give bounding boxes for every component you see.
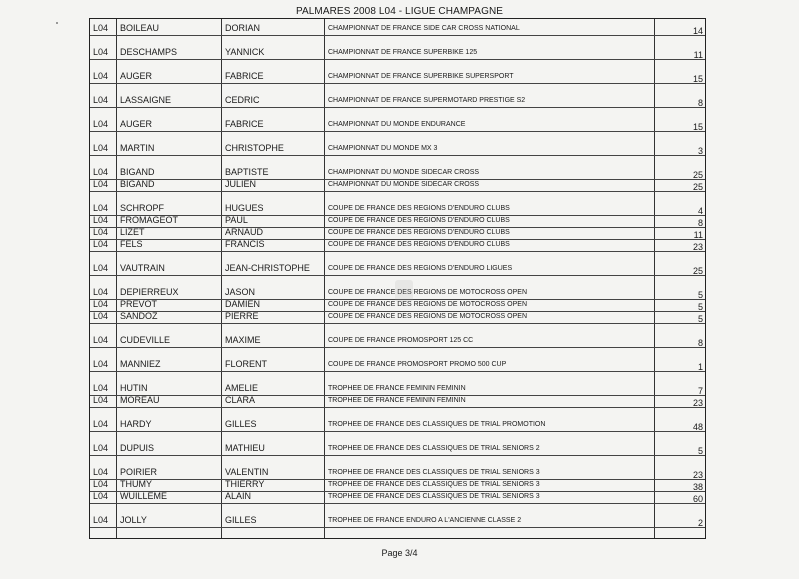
- ligue-cell: L04: [93, 467, 109, 477]
- nom-cell: MARTIN: [120, 143, 155, 153]
- place-cell: 23: [692, 242, 703, 252]
- table-row: [90, 95, 705, 106]
- place-cell: 5: [697, 446, 703, 456]
- row-divider: [90, 227, 705, 228]
- table-row: [90, 239, 705, 250]
- ligue-cell: L04: [93, 203, 109, 213]
- ligue-cell: L04: [93, 143, 109, 153]
- table-row: [90, 203, 705, 214]
- place-cell: 5: [697, 290, 703, 300]
- place-cell: 23: [692, 398, 703, 408]
- ligue-cell: L04: [93, 311, 109, 321]
- row-divider: [90, 491, 705, 492]
- row-divider: [90, 131, 705, 132]
- place-cell: 60: [692, 494, 703, 504]
- championnat-cell: TROPHEE DE FRANCE DES CLASSIQUES DE TRIAL SENIORS 3: [328, 493, 540, 500]
- row-divider: [90, 251, 705, 252]
- ligue-cell: L04: [93, 119, 109, 129]
- prenom-cell: PAUL: [225, 215, 248, 225]
- table-row: [90, 167, 705, 178]
- place-cell: 4: [697, 206, 703, 216]
- ligue-cell: L04: [93, 71, 109, 81]
- place-cell: 23: [692, 470, 703, 480]
- prenom-cell: CEDRIC: [225, 95, 260, 105]
- nom-cell: VAUTRAIN: [120, 263, 165, 273]
- results-table: [89, 18, 706, 539]
- table-row: [90, 71, 705, 82]
- ligue-cell: L04: [93, 359, 109, 369]
- table-row: [90, 215, 705, 226]
- prenom-cell: JULIEN: [225, 179, 257, 189]
- table-row: [90, 311, 705, 322]
- championnat-cell: CHAMPIONNAT DU MONDE SIDECAR CROSS: [328, 181, 480, 188]
- row-divider: [90, 239, 705, 240]
- nom-cell: DESCHAMPS: [120, 47, 178, 57]
- championnat-cell: COUPE DE FRANCE DES REGIONS DE MOTOCROSS OPEN: [328, 313, 528, 320]
- page-title: PALMARES 2008 L04 - LIGUE CHAMPAGNE: [295, 6, 504, 17]
- nom-cell: DUPUIS: [120, 443, 155, 453]
- nom-cell: FELS: [120, 239, 143, 249]
- championnat-cell: CHAMPIONNAT DU MONDE SIDECAR CROSS: [328, 169, 480, 176]
- nom-cell: AUGER: [120, 119, 153, 129]
- championnat-cell: CHAMPIONNAT DE FRANCE SUPERMOTARD PRESTIGE S2: [328, 97, 526, 104]
- nom-cell: MANNIEZ: [120, 359, 161, 369]
- ligue-cell: L04: [93, 419, 109, 429]
- place-cell: 7: [697, 386, 703, 396]
- row-divider: [90, 527, 705, 528]
- prenom-cell: FABRICE: [225, 71, 264, 81]
- place-cell: 14: [692, 26, 703, 36]
- nom-cell: POIRIER: [120, 467, 158, 477]
- championnat-cell: COUPE DE FRANCE DES REGIONS D'ENDURO CLUBS: [328, 241, 510, 248]
- table-row: [90, 467, 705, 478]
- nom-cell: DEPIERREUX: [120, 287, 179, 297]
- place-cell: 25: [692, 170, 703, 180]
- prenom-cell: BAPTISTE: [225, 167, 269, 177]
- ligue-cell: L04: [93, 239, 109, 249]
- place-cell: 3: [697, 146, 703, 156]
- prenom-cell: DORIAN: [225, 23, 261, 33]
- row-divider: [90, 191, 705, 192]
- prenom-cell: GILLES: [225, 515, 257, 525]
- ligue-cell: L04: [93, 335, 109, 345]
- place-cell: 8: [697, 218, 703, 228]
- ligue-cell: L04: [93, 383, 109, 393]
- championnat-cell: COUPE DE FRANCE DES REGIONS D'ENDURO CLUBS: [328, 229, 510, 236]
- championnat-cell: COUPE DE FRANCE DES REGIONS DE MOTOCROSS OPEN: [328, 289, 528, 296]
- row-divider: [90, 179, 705, 180]
- row-divider: [90, 347, 705, 348]
- prenom-cell: FLORENT: [225, 359, 268, 369]
- row-divider: [90, 275, 705, 276]
- row-divider: [90, 455, 705, 456]
- championnat-cell: CHAMPIONNAT DE FRANCE SIDE CAR CROSS NATIONAL: [328, 25, 520, 32]
- table-row: [90, 359, 705, 370]
- prenom-cell: MATHIEU: [225, 443, 265, 453]
- place-cell: 15: [692, 74, 703, 84]
- championnat-cell: TROPHEE DE FRANCE DES CLASSIQUES DE TRIAL SENIORS 2: [328, 445, 540, 452]
- ligue-cell: L04: [93, 299, 109, 309]
- table-row: [90, 179, 705, 190]
- place-cell: 8: [697, 98, 703, 108]
- ligue-cell: L04: [93, 263, 109, 273]
- nom-cell: PREVOT: [120, 299, 158, 309]
- row-divider: [90, 59, 705, 60]
- table-row: [90, 47, 705, 58]
- ligue-cell: L04: [93, 47, 109, 57]
- row-divider: [90, 323, 705, 324]
- prenom-cell: ARNAUD: [225, 227, 264, 237]
- ligue-cell: L04: [93, 179, 109, 189]
- championnat-cell: COUPE DE FRANCE DES REGIONS D'ENDURO CLUBS: [328, 217, 510, 224]
- place-cell: 1: [697, 362, 703, 372]
- prenom-cell: JEAN-CHRISTOPHE: [225, 263, 310, 273]
- championnat-cell: COUPE DE FRANCE DES REGIONS D'ENDURO LIGUES: [328, 265, 513, 272]
- row-divider: [90, 155, 705, 156]
- prenom-cell: ALAIN: [225, 491, 252, 501]
- table-row: [90, 491, 705, 502]
- championnat-cell: TROPHEE DE FRANCE FEMININ FEMININ: [328, 385, 466, 392]
- table-row: [90, 335, 705, 346]
- prenom-cell: PIERRE: [225, 311, 259, 321]
- championnat-cell: CHAMPIONNAT DE FRANCE SUPERBIKE SUPERSPORT: [328, 73, 514, 80]
- ligue-cell: L04: [93, 95, 109, 105]
- championnat-cell: COUPE DE FRANCE DES REGIONS DE MOTOCROSS OPEN: [328, 301, 528, 308]
- place-cell: 2: [697, 518, 703, 528]
- scan-smudge: [395, 280, 413, 302]
- nom-cell: LIZET: [120, 227, 145, 237]
- prenom-cell: CHRISTOPHE: [225, 143, 284, 153]
- championnat-cell: TROPHEE DE FRANCE FEMININ FEMININ: [328, 397, 466, 404]
- championnat-cell: TROPHEE DE FRANCE ENDURO A L'ANCIENNE CLASSE 2: [328, 517, 522, 524]
- table-row: [90, 143, 705, 154]
- nom-cell: AUGER: [120, 71, 153, 81]
- ligue-cell: L04: [93, 491, 109, 501]
- prenom-cell: FABRICE: [225, 119, 264, 129]
- row-divider: [90, 215, 705, 216]
- place-cell: 25: [692, 182, 703, 192]
- place-cell: 48: [692, 422, 703, 432]
- nom-cell: SANDOZ: [120, 311, 158, 321]
- championnat-cell: COUPE DE FRANCE PROMOSPORT 125 CC: [328, 337, 474, 344]
- row-divider: [90, 395, 705, 396]
- nom-cell: SCHROPF: [120, 203, 165, 213]
- nom-cell: WUILLEME: [120, 491, 168, 501]
- table-row: [90, 23, 705, 34]
- row-divider: [90, 407, 705, 408]
- nom-cell: CUDEVILLE: [120, 335, 171, 345]
- place-cell: 5: [697, 302, 703, 312]
- championnat-cell: TROPHEE DE FRANCE DES CLASSIQUES DE TRIAL SENIORS 3: [328, 469, 540, 476]
- prenom-cell: MAXIME: [225, 335, 261, 345]
- place-cell: 38: [692, 482, 703, 492]
- prenom-cell: AMELIE: [225, 383, 259, 393]
- ligue-cell: L04: [93, 215, 109, 225]
- ligue-cell: L04: [93, 479, 109, 489]
- place-cell: 25: [692, 266, 703, 276]
- ligue-cell: L04: [93, 227, 109, 237]
- row-divider: [90, 503, 705, 504]
- row-divider: [90, 107, 705, 108]
- championnat-cell: CHAMPIONNAT DU MONDE MX 3: [328, 145, 438, 152]
- nom-cell: JOLLY: [120, 515, 147, 525]
- championnat-cell: COUPE DE FRANCE DES REGIONS D'ENDURO CLUBS: [328, 205, 510, 212]
- table-row: [90, 443, 705, 454]
- prenom-cell: FRANCIS: [225, 239, 265, 249]
- ligue-cell: L04: [93, 23, 109, 33]
- place-cell: 11: [693, 230, 703, 240]
- prenom-cell: GILLES: [225, 419, 257, 429]
- ligue-cell: L04: [93, 395, 109, 405]
- prenom-cell: CLARA: [225, 395, 256, 405]
- ligue-cell: L04: [93, 515, 109, 525]
- row-divider: [90, 431, 705, 432]
- nom-cell: MOREAU: [120, 395, 160, 405]
- championnat-cell: TROPHEE DE FRANCE DES CLASSIQUES DE TRIAL PROMOTION: [328, 421, 546, 428]
- ligue-cell: L04: [93, 167, 109, 177]
- nom-cell: HARDY: [120, 419, 152, 429]
- table-row: [90, 419, 705, 430]
- nom-cell: BIGAND: [120, 167, 155, 177]
- row-divider: [90, 35, 705, 36]
- row-divider: [90, 311, 705, 312]
- nom-cell: HUTIN: [120, 383, 148, 393]
- place-cell: 11: [693, 50, 703, 60]
- nom-cell: THUMY: [120, 479, 152, 489]
- championnat-cell: TROPHEE DE FRANCE DES CLASSIQUES DE TRIAL SENIORS 3: [328, 481, 540, 488]
- prenom-cell: HUGUES: [225, 203, 264, 213]
- ligue-cell: L04: [93, 443, 109, 453]
- prenom-cell: YANNICK: [225, 47, 265, 57]
- place-cell: 15: [692, 122, 703, 132]
- championnat-cell: CHAMPIONNAT DU MONDE ENDURANCE: [328, 121, 466, 128]
- table-row: [90, 479, 705, 490]
- table-row: [90, 119, 705, 130]
- table-row: [90, 263, 705, 274]
- row-divider: [90, 479, 705, 480]
- row-divider: [90, 83, 705, 84]
- scan-mark: [56, 22, 58, 24]
- page-number: Page 3/4: [381, 548, 418, 558]
- nom-cell: BIGAND: [120, 179, 155, 189]
- place-cell: 8: [697, 338, 703, 348]
- nom-cell: LASSAIGNE: [120, 95, 172, 105]
- championnat-cell: COUPE DE FRANCE PROMOSPORT PROMO 500 CUP: [328, 361, 507, 368]
- table-row: [90, 383, 705, 394]
- table-row: [90, 395, 705, 406]
- championnat-cell: CHAMPIONNAT DE FRANCE SUPERBIKE 125: [328, 49, 478, 56]
- nom-cell: BOILEAU: [120, 23, 160, 33]
- ligue-cell: L04: [93, 287, 109, 297]
- table-row: [90, 515, 705, 526]
- prenom-cell: JASON: [225, 287, 256, 297]
- prenom-cell: THIERRY: [225, 479, 265, 489]
- nom-cell: FROMAGEOT: [120, 215, 178, 225]
- prenom-cell: VALENTIN: [225, 467, 269, 477]
- place-cell: 5: [697, 314, 703, 324]
- prenom-cell: DAMIEN: [225, 299, 261, 309]
- row-divider: [90, 371, 705, 372]
- table-row: [90, 227, 705, 238]
